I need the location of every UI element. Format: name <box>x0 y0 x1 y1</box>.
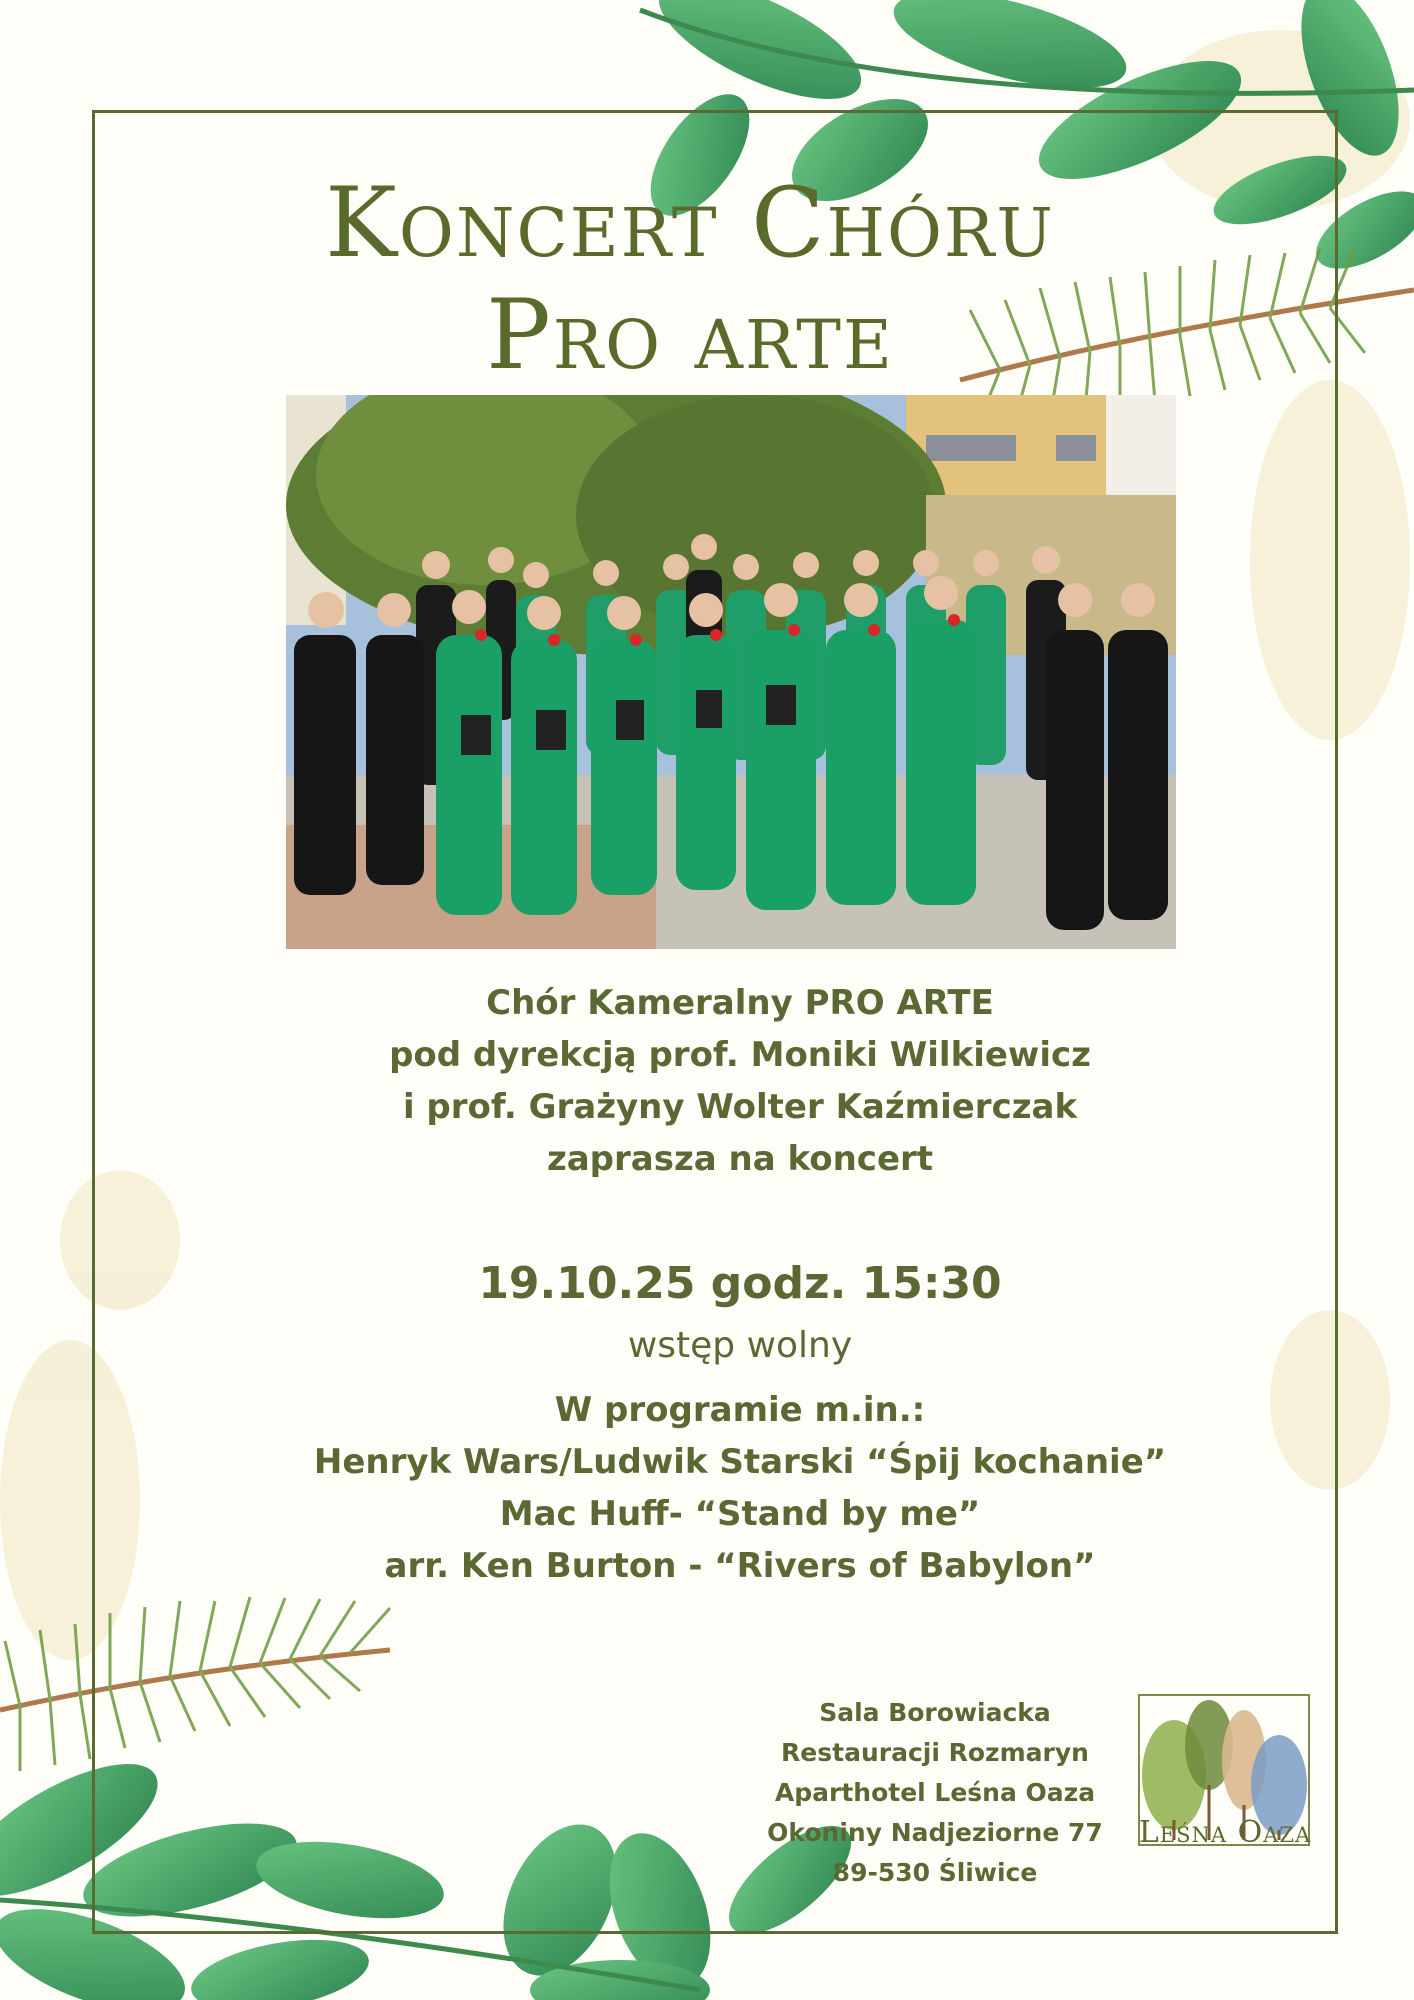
event-datetime: 19.10.25 godz. 15:30 <box>478 1258 1002 1309</box>
intro-director-line: pod dyrekcją prof. Moniki Wilkiewicz <box>389 1035 1091 1075</box>
program-item: Mac Huff- “Stand by me” <box>499 1494 981 1534</box>
venue-line: Aparthotel Leśna Oaza <box>774 1778 1096 1807</box>
venue-line: Sala Borowiacka <box>819 1698 1051 1727</box>
poster-title-line1: Koncert Chóru <box>325 167 1055 279</box>
intro-codirector-line: i prof. Grażyny Wolter Kaźmierczak <box>402 1087 1078 1127</box>
venue-line: 89-530 Śliwice <box>832 1858 1038 1887</box>
venue-line: Okoniny Nadjeziorne 77 <box>767 1818 1103 1847</box>
intro-invitation: zaprasza na koncert <box>546 1139 934 1179</box>
program-item: Henryk Wars/Ludwik Starski “Śpij kochanie” <box>313 1442 1167 1482</box>
choir-photo <box>286 395 1176 949</box>
event-admission: wstęp wolny <box>627 1325 853 1366</box>
logo-name: Leśna Oaza <box>1138 1815 1312 1850</box>
venue-line: Restauracji Rozmaryn <box>781 1738 1089 1767</box>
intro-choir-name: Chór Kameralny PRO ARTE <box>486 983 994 1023</box>
program-heading: W programie m.in.: <box>554 1390 926 1430</box>
program-item: arr. Ken Burton - “Rivers of Babylon” <box>384 1546 1096 1586</box>
poster-title-line2: Pro arte <box>486 279 894 391</box>
